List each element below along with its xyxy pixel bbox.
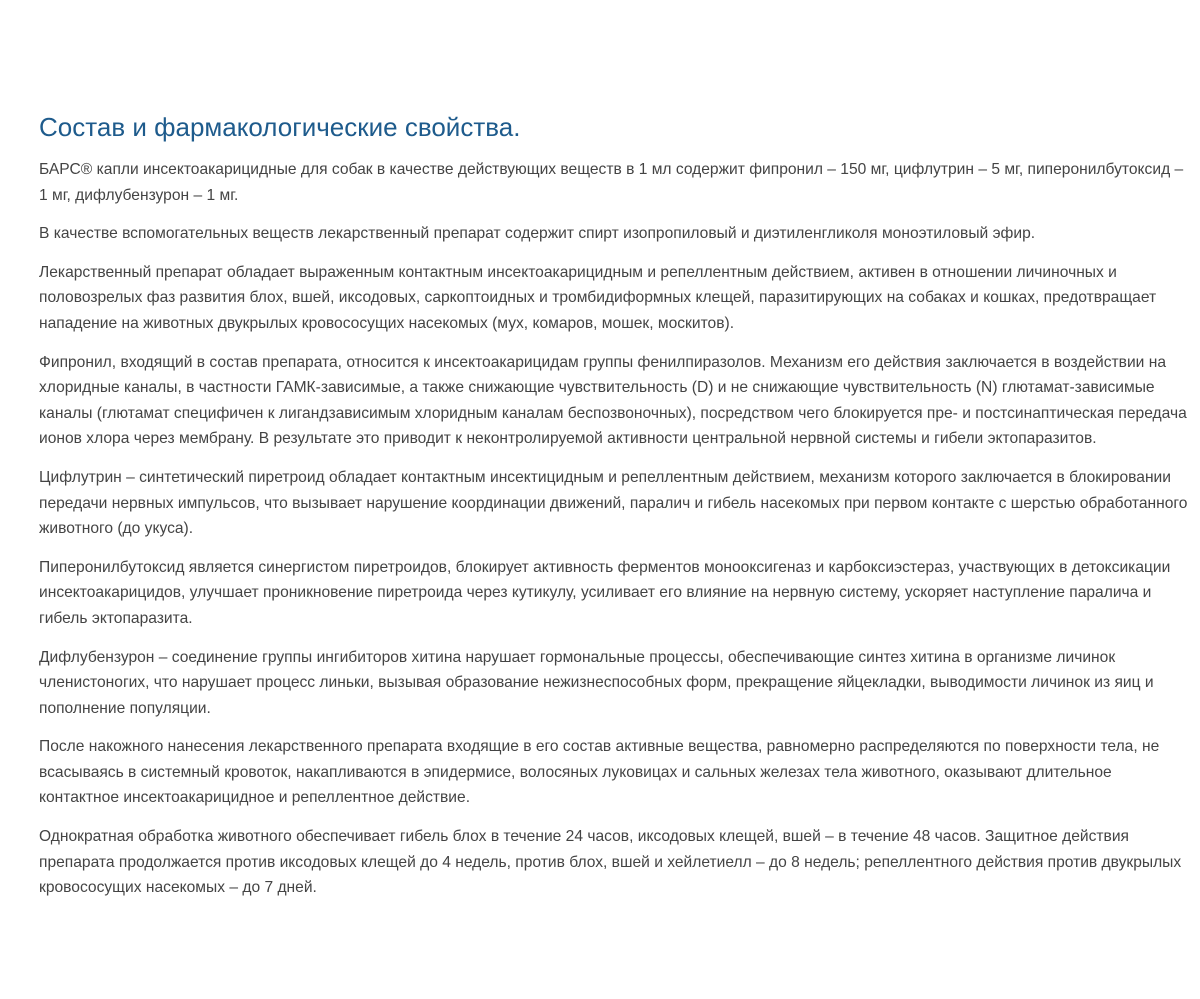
paragraph-composition: БАРС® капли инсектоакарицидные для собак в качестве действующих веществ в 1 мл содержит фипронил – 150 мг, цифлутрин – 5 мг, пиперонилбутоксид – 1 мг, дифлубензурон – 1 мг. [39,161,1184,204]
paragraph-excipients: В качестве вспомогательных веществ лекарственный препарат содержит спирт изопропиловый и диэтиленгликоля моноэтиловый эфир. [39,225,1036,243]
paragraph-fipronil: Фипронил, входящий в состав препарата, относится к инсектоакарицидам группы фенилпиразолов. Механизм его действия заключается в воздействии на хлоридные каналы, в частности ГАМК-зависимые, а также снижающие чувствительность (D) и не снижающие чувствительность (N) глютамат-зависимые каналы (глютамат специфичен к лигандзависимым хлоридным каналам беспозвоночных), посредством чего блокируется пре- и постсинаптическая передача ионов хлора через мембрану. В результате это приводит к неконтролируемой активности центральной нервной системы и гибели эктопаразитов. [39,353,1187,448]
section-title: Состав и фармакологические свойства. [39,112,521,142]
paragraph-diflubenzuron: Дифлубензурон – соединение группы ингибиторов хитина нарушает гормональные процессы, обеспечивающие синтез хитина в организме личинок членистоногих, что нарушает процесс линьки, вызывая образование нежизнеспособных форм, прекращение яйцекладки, выводимости личинок из яиц и пополнение популяции. [39,648,1154,717]
paragraph-cyfluthrin: Цифлутрин – синтетический пиретроид обладает контактным инсектицидным и репеллентным действием, механизм которого заключается в блокировании передачи нервных импульсов, что вызывает нарушение координации движений, паралич и гибель насекомых при первом контакте с шерстью обработанного животного (до укуса). [39,468,1188,538]
paragraph-distribution: После накожного нанесения лекарственного препарата входящие в его состав активные вещества, равномерно распределяются по поверхности тела, не всасываясь в системный кровоток, накапливаются в эпидермисе, волосяных луковицах и сальных железах тела животного, оказывают длительное контактное инсектоакарицидное и репеллентное действие. [39,738,1160,807]
paragraph-duration: Однократная обработка животного обеспечивает гибель блох в течение 24 часов, иксодовых клещей, вшей – в течение 48 часов. Защитное действия препарата продолжается против иксодовых клещей до 4 недель, против блох, вшей и хейлетиелл – до 8 недель; репеллентного действия против двукрылых кровососущих насекомых – до 7 дней. [39,828,1182,897]
paragraph-piperonyl-butoxide: Пиперонилбутоксид является синергистом пиретроидов, блокирует активность ферментов монооксигеназ и карбоксиэстераз, участвующих в детоксикации инсектоакарицидов, улучшает проникновение пиретроида через кутикулу, усиливает его влияние на нервную систему, ускоряет наступление паралича и гибель эктопаразита. [39,558,1171,627]
article-section [39,108,1189,914]
paragraph-action: Лекарственный препарат обладает выраженным контактным инсектоакарицидным и репеллентным действием, активен в отношении личиночных и половозрелых фаз развития блох, вшей, иксодовых, саркоптоидных и тромбидиформных клещей, паразитирующих на собаках и кошках, предотвращает нападение на животных двукрылых кровососущих насекомых (мух, комаров, мошек, москитов). [39,263,1157,332]
